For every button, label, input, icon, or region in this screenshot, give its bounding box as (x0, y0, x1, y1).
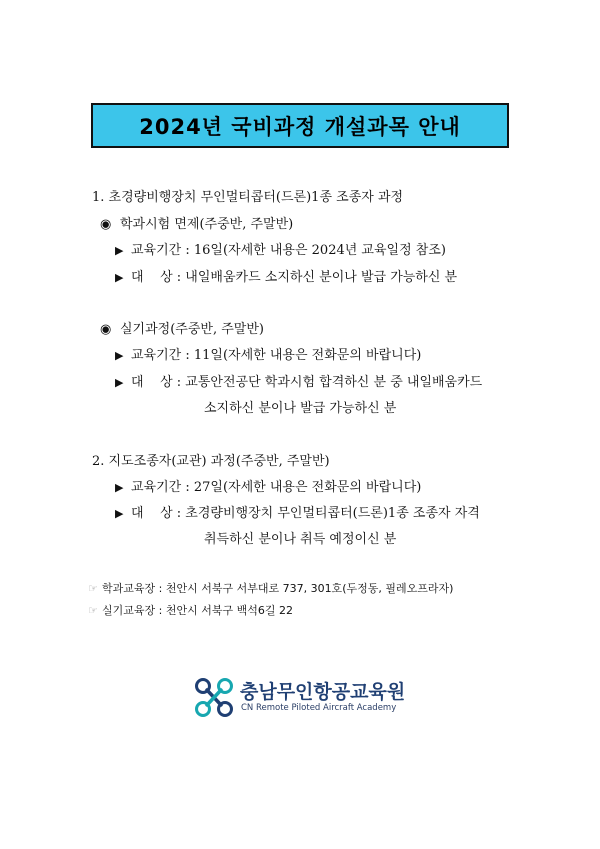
academy-logo (194, 676, 414, 720)
section1-sub2 (100, 321, 264, 339)
section1-sub2-target-cont: 소지하신 분이나 발급 가능하신 분 (204, 401, 397, 416)
section1-heading: 1. 초경량비행장치 무인멀티콥터(드론)1종 조종자 과정 (92, 190, 404, 205)
triangle-right-icon: ▶ (115, 507, 124, 520)
triangle-right-icon: ▶ (115, 349, 124, 362)
logo-subtitle: CN Remote Piloted Aircraft Academy (241, 703, 397, 713)
section1-sub2-target-row (115, 374, 482, 392)
circled-dot-icon: ◉ (100, 322, 112, 337)
section1-sub1-period: 교육기간 : 16일(자세한 내용은 2024년 교육일정 참조) (131, 243, 446, 258)
note-practice-site: 실기교육장 : 천안시 서북구 백석6길 22 (102, 604, 293, 617)
section1-sub2-period: 교육기간 : 11일(자세한 내용은 전화문의 바랍니다) (131, 348, 422, 363)
section1-sub2-label: 실기과정(주중반, 주말반) (120, 322, 264, 337)
section2-target-cont: 취득하신 분이나 취득 예정이신 분 (204, 532, 397, 547)
note-row (88, 581, 453, 597)
note-classroom: 학과교육장 : 천안시 서북구 서부대로 737, 301호(두정동, 필레오프라자) (102, 582, 454, 595)
section1-sub2-period-row (115, 347, 421, 365)
section2-period: 교육기간 : 27일(자세한 내용은 전화문의 바랍니다) (131, 480, 422, 495)
section1-sub1-target: 대 상 : 내일배움카드 소지하신 분이나 발급 가능하신 분 (131, 270, 458, 285)
title-box (91, 103, 509, 148)
section1-sub2-target: 대 상 : 교통안전공단 학과시험 합격하신 분 중 내일배움카드 (131, 375, 483, 390)
pointing-hand-icon: ☞ (88, 604, 98, 617)
logo-name: 충남무인항공교육원 (240, 681, 406, 703)
page-title: 2024년 국비과정 개설과목 안내 (139, 114, 461, 139)
note-row (88, 603, 293, 619)
section2-period-row (115, 479, 421, 497)
section2-target: 대 상 : 초경량비행장치 무인멀티콥터(드론)1종 조종자 자격 (131, 506, 480, 521)
section2-heading: 2. 지도조종자(교관) 과정(주중반, 주말반) (92, 454, 330, 469)
section1-sub1-label: 학과시험 면제(주중반, 주말반) (120, 217, 294, 232)
section1-sub1 (100, 216, 293, 234)
triangle-right-icon: ▶ (115, 481, 124, 494)
triangle-right-icon: ▶ (115, 376, 124, 389)
triangle-right-icon: ▶ (115, 271, 124, 284)
section2-target-row (115, 505, 480, 523)
pointing-hand-icon: ☞ (88, 582, 98, 595)
circled-dot-icon: ◉ (100, 217, 112, 232)
section1-sub1-target-row (115, 269, 457, 287)
drone-icon (194, 676, 234, 720)
triangle-right-icon: ▶ (115, 244, 124, 257)
section1-sub1-period-row (115, 242, 446, 260)
